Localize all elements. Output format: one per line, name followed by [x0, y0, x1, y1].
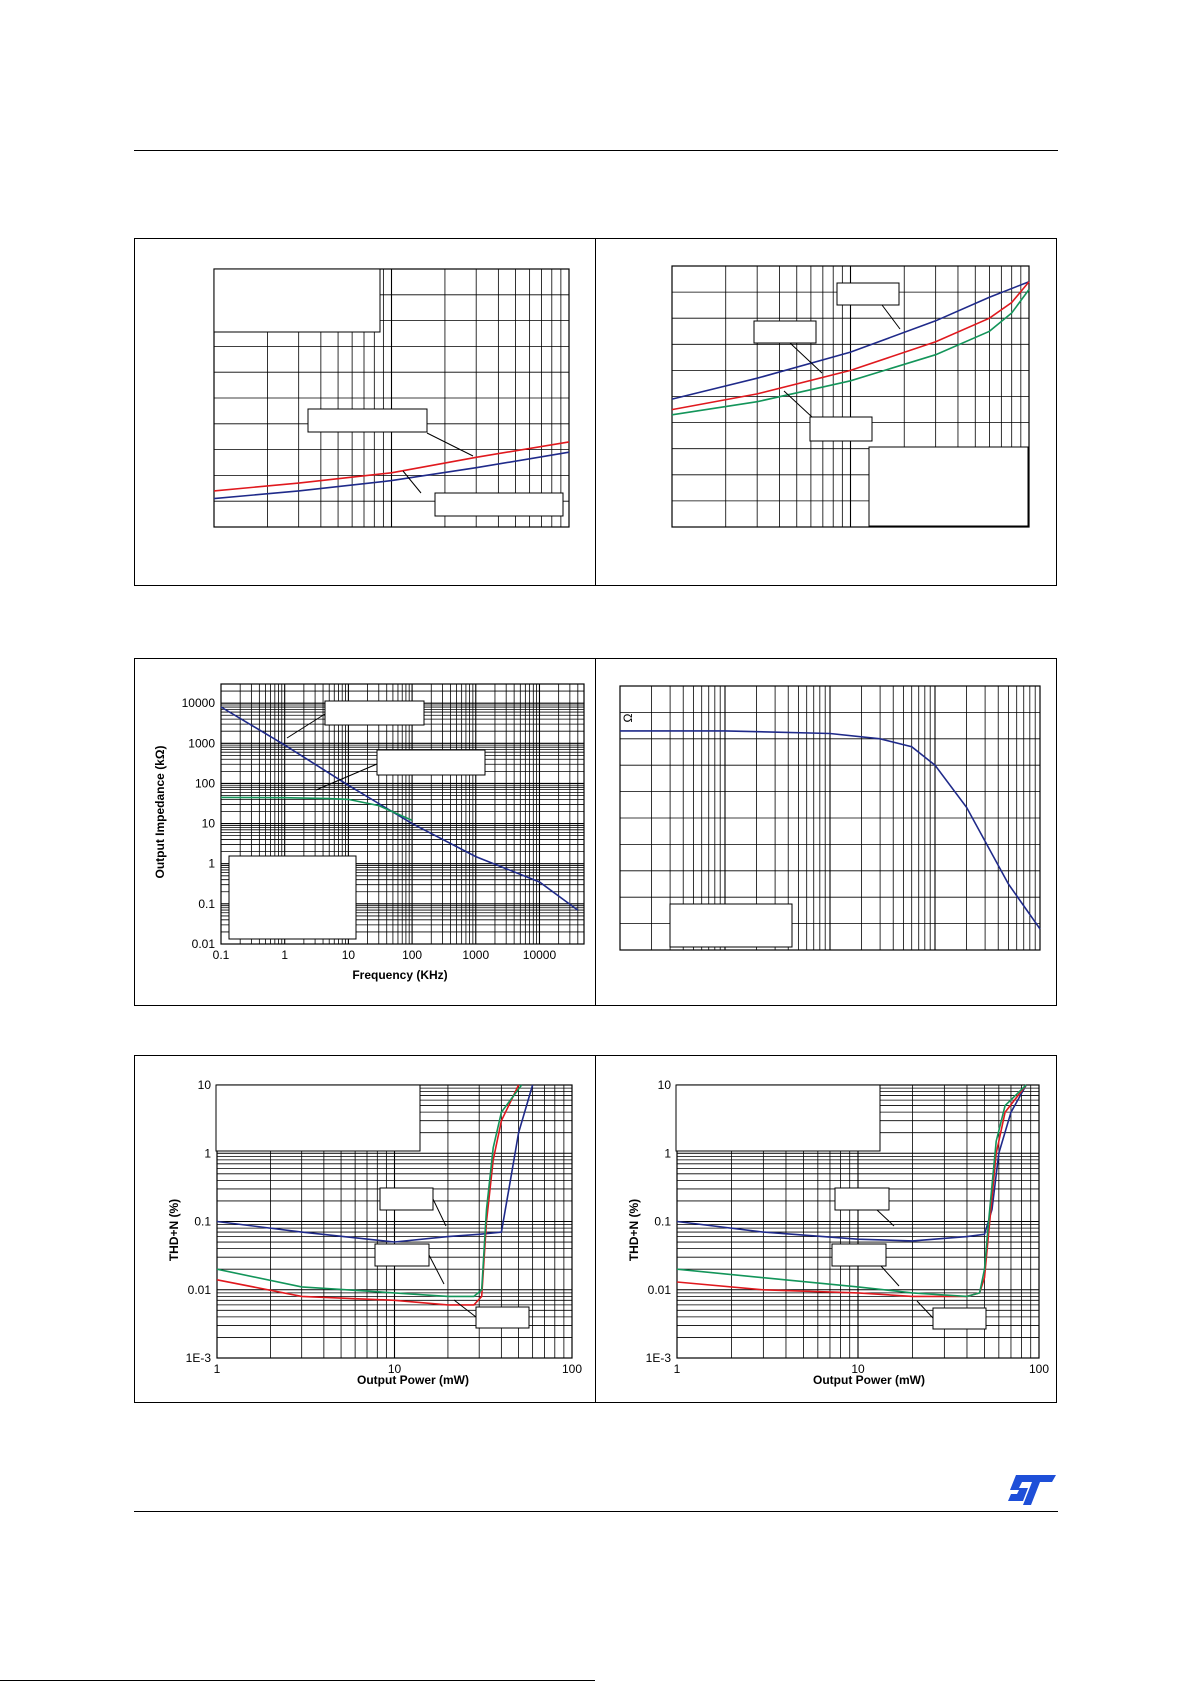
- x-tick-label: 100: [561, 1362, 583, 1376]
- y-tick-label: 1: [204, 1146, 211, 1161]
- y-tick-label: 0.1: [194, 1214, 211, 1229]
- series-label-box: [476, 1307, 529, 1328]
- y-tick-label: 1000: [188, 736, 215, 751]
- header-rule: [134, 150, 1058, 151]
- x-tick-label: 10000: [522, 948, 557, 962]
- series-label-box: [933, 1308, 986, 1329]
- x-axis-label: Frequency (KHz): [352, 968, 448, 982]
- y-tick-label: 0.1: [654, 1214, 671, 1229]
- conditions-box: [216, 1085, 420, 1151]
- footer-rule: [134, 1511, 1058, 1512]
- series-label-box: [375, 1244, 429, 1266]
- x-axis-label: Output Power (mW): [357, 1373, 469, 1387]
- series-label-box: [754, 321, 816, 343]
- page-footer-line: [0, 1680, 595, 1681]
- y-tick-label: 1: [208, 856, 215, 871]
- conditions-box: [869, 447, 1028, 526]
- y-axis-label: Output Impedance (kΩ): [153, 745, 167, 879]
- chart-2: [672, 263, 1029, 527]
- series-label-box: [325, 701, 424, 725]
- y-axis-label: THD+N (%): [627, 1198, 641, 1262]
- y-tick-label: 0.01: [187, 1282, 211, 1297]
- series-label-box: [810, 417, 872, 441]
- chart-5: [159, 1068, 583, 1394]
- y-tick-label: 10: [657, 1078, 671, 1092]
- y-axis-label: Ω: [621, 713, 635, 723]
- x-tick-label: 100: [1028, 1362, 1050, 1376]
- x-tick-label: 10: [851, 1362, 865, 1376]
- chart-3: [141, 672, 585, 992]
- y-tick-label: 100: [194, 776, 215, 791]
- x-axis-label: Output Power (mW): [813, 1373, 925, 1387]
- series-label-box: [835, 1188, 889, 1210]
- y-tick-label: 0.01: [647, 1282, 671, 1297]
- figure-divider: [595, 659, 596, 1005]
- x-tick-label: 1: [673, 1362, 681, 1376]
- chart-6: [619, 1068, 1050, 1394]
- x-tick-label: 0.1: [212, 948, 230, 962]
- series-label-box: [380, 1188, 433, 1210]
- x-tick-label: 1: [281, 948, 289, 962]
- y-tick-label: 1E-3: [185, 1351, 211, 1365]
- conditions-box: [214, 269, 380, 332]
- chart-4: [620, 672, 1040, 962]
- y-tick-label: 1E-3: [645, 1351, 671, 1365]
- y-tick-label: 10000: [181, 696, 215, 711]
- st-logo-text: ST: [1006, 1473, 1008, 1474]
- y-tick-label: 1: [664, 1146, 671, 1161]
- series-label-box: [435, 493, 563, 516]
- conditions-box: [676, 1085, 880, 1151]
- st-logo-icon: [1006, 1473, 1058, 1507]
- x-tick-label: 100: [402, 948, 423, 962]
- x-tick-label: 10: [341, 948, 356, 962]
- series-label-box: [377, 750, 485, 775]
- chart-1: [213, 263, 569, 527]
- y-tick-label: 0.1: [198, 896, 215, 911]
- y-axis-label: THD+N (%): [167, 1198, 181, 1262]
- x-tick-label: 1000: [462, 948, 490, 962]
- conditions-box: [229, 856, 356, 939]
- x-tick-label: 1: [213, 1362, 221, 1376]
- figure-divider: [595, 1056, 596, 1402]
- y-tick-label: 0.01: [191, 937, 215, 951]
- y-tick-label: 10: [201, 816, 215, 831]
- series-label-box: [837, 283, 899, 305]
- series-label-box: [308, 409, 427, 432]
- x-tick-label: 10: [387, 1362, 402, 1376]
- series-label-box: [832, 1244, 886, 1266]
- y-tick-label: 10: [197, 1078, 211, 1092]
- figure-divider: [595, 239, 596, 585]
- conditions-box: [670, 904, 792, 947]
